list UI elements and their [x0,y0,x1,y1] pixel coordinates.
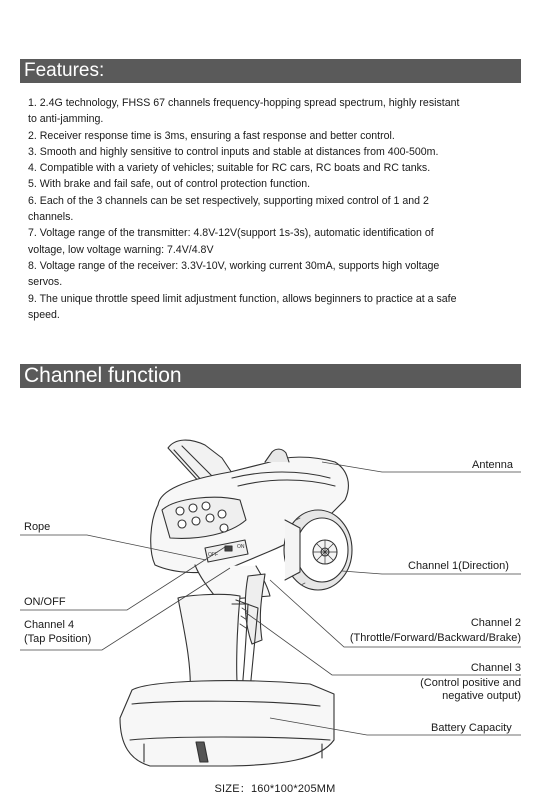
switch-on-marking: ON [237,544,245,550]
features-line: 8. Voltage range of the receiver: 3.3V-10V, working current 30mA, supports high voltage [28,259,440,272]
features-line: servos. [28,276,63,289]
channel-2-label: Channel 2 [470,617,521,629]
channel-3-sublabel-1: (Control positive and [420,677,521,689]
features-line: channels. [28,211,74,224]
rope-label: Rope [24,521,51,533]
features-heading-banner [20,59,521,83]
features-line: voltage, low voltage warning: 7.4V/4.8V [28,243,214,256]
features-line: speed. [28,308,60,321]
features-heading: Features: [24,60,105,81]
channel-3-label: Channel 3 [470,662,521,674]
features-line: 3. Smooth and highly sensitive to control inputs and stable at distances from 400-500m. [28,145,439,158]
features-line: 1. 2.4G technology, FHSS 67 channels frequency-hopping spread spectrum, highly resistant [28,97,460,109]
size-caption: SIZE：160*100*205MM [214,783,336,795]
features-line: 7. Voltage range of the transmitter: 4.8V-12V(support 1s-3s), automatic identification of [28,227,434,240]
channel-2-sublabel: (Throttle/Forward/Backward/Brake) [349,632,521,644]
channel-3-sublabel-2: negative output) [442,690,521,702]
features-line: 2. Receiver response time is 3ms, ensuring a fast response and better control. [28,129,395,142]
handle-grip [178,594,240,694]
features-line: 5. With brake and fail safe, out of control protection function. [28,178,311,191]
channel-4-label: Channel 4 [24,619,75,631]
on-off-label: ON/OFF [24,596,66,608]
features-line: 6. Each of the 3 channels can be set respectively, supporting mixed control of 1 and 2 [28,194,429,207]
transmitter-diagram [0,388,550,807]
features-list [28,95,518,323]
switch-off-marking: OFF [208,552,218,558]
features-line: to anti-jamming. [28,113,104,126]
antenna-label: Antenna [472,459,513,471]
features-line: 4. Compatible with a variety of vehicles; suitable for RC cars, RC boats and RC tanks. [28,162,431,175]
channel-function-heading: Channel function [24,364,182,387]
channel-1-label: Channel 1(Direction) [408,560,509,572]
channel-4-sublabel: (Tap Position) [24,633,92,645]
battery-capacity-label: Battery Capacity [431,722,512,734]
antenna-bump [265,449,289,462]
channel-function-heading-banner [20,364,521,388]
features-line: 9. The unique throttle speed limit adjustment function, allows beginners to practice at a safe [28,292,457,305]
